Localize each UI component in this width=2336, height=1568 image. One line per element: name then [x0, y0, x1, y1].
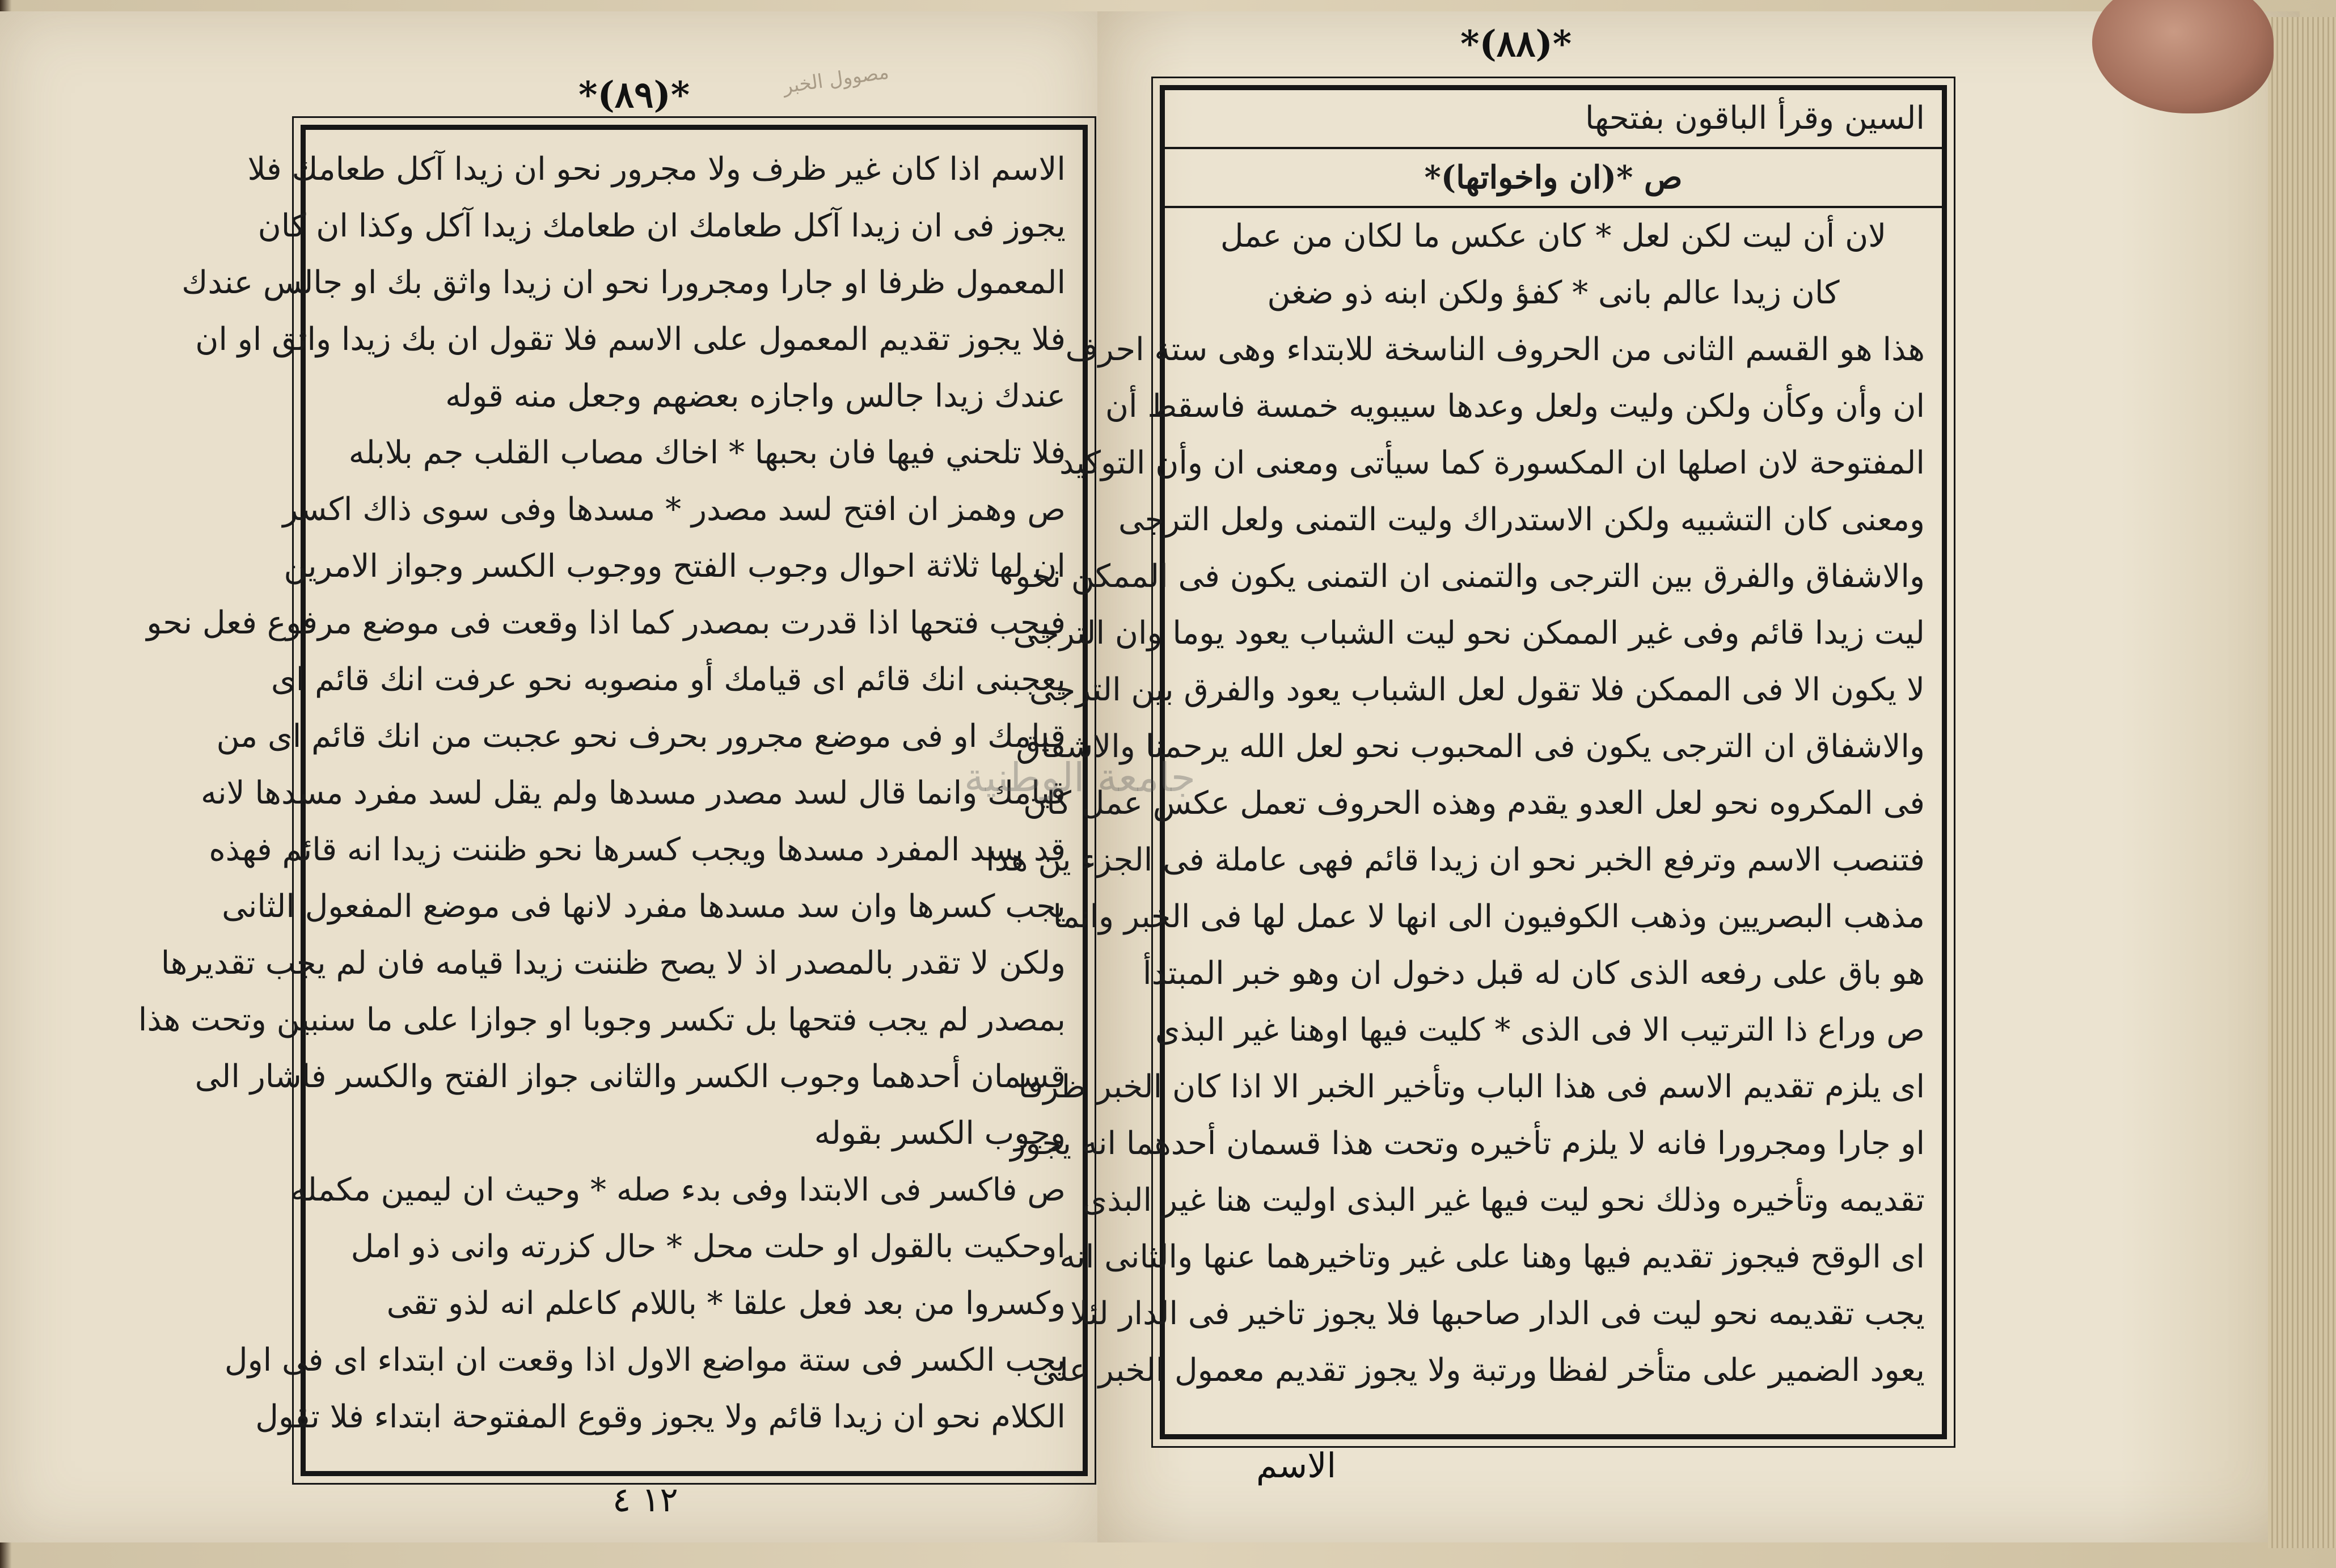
text-line: ليت زيدا قائم وفى غير الممكن نحو ليت الشباب يعود يوما وان الترجى — [1013, 615, 1925, 652]
text-line: المفتوحة لان اصلها ان المكسورة كما سيأتى ومعنى ان وأن التوكيد — [1059, 445, 1925, 481]
text-line: مذهب البصريين وذهب الكوفيون الى انها لا عمل لها فى الخبر وانما — [1053, 898, 1925, 935]
text-line: وكسروا من بعد فعل علقا * باللام كاعلم انه لذو تقى — [386, 1285, 1066, 1322]
text-line: فى المكروه نحو لعل العدو يقدم وهذه الحروف تعمل عكس عمل كان — [1023, 785, 1925, 822]
text-line: كان زيدا عالم بانى * كفؤ ولكن ابنه ذو ضغن — [1267, 274, 1840, 311]
text-line: الاسم اذا كان غير ظرف ولا مجرور نحو ان زيدا آكل طعامك فلا — [247, 151, 1066, 188]
text-line: اى يلزم تقديم الاسم فى هذا الباب وتأخير الخبر الا اذا كان الخبر ظرفا — [1018, 1068, 1925, 1105]
text-line: ولكن لا تقدر بالمصدر اذ لا يصح ظننت زيدا قيامه فان لم يجب تقديرها — [160, 945, 1066, 982]
text-line: ص وهمز ان افتح لسد مصدر * مسدها وفى سوى ذاك اكسر — [282, 491, 1066, 528]
left-page-number: *(٨٩)* — [578, 74, 690, 116]
text-line: لا يكون الا فى الممكن فلا تقول لعل الشباب يعود والفرق بين الترجى — [1029, 671, 1925, 708]
right-page-number: *(٨٨)* — [1460, 23, 1572, 65]
text-line: يجب كسرها وان سد مسدها مفرد لانها فى موضع المفعول الثانى — [222, 888, 1066, 925]
ownership-stamp: مصوول الخبر — [782, 61, 890, 98]
text-line: اوحكيت بالقول او حلت محل * حال كزرته وانى ذو امل — [350, 1228, 1066, 1265]
left-page — [0, 11, 1101, 1542]
text-line: هو باق على رفعه الذى كان له قبل دخول ان وهو خبر المبتدأ — [1142, 955, 1925, 992]
left-page-footer: ١٢ ٤ — [612, 1480, 678, 1520]
text-line: ان وأن وكأن ولكن وليت ولعل وعدها سيبويه خمسة فاسقط أن — [1105, 388, 1925, 425]
text-line: قسمان أحدهما وجوب الكسر والثانى جواز الفتح والكسر فاشار الى — [195, 1058, 1066, 1095]
text-line: بمصدر لم يجب فتحها بل تكسر وجوبا او جوازا على ما سنبين وتحت هذا — [138, 1001, 1066, 1038]
page-edges — [2268, 17, 2336, 1548]
text-line: فيجب فتحها اذا قدرت بمصدر كما اذا وقعت فى موضع مرفوع فعل نحو — [146, 605, 1066, 641]
text-line: فتنصب الاسم وترفع الخبر نحو ان زيدا قائم فهى عاملة فى الجزء ين هذا — [986, 842, 1925, 878]
section-title: ص *(ان واخواتها)* — [1165, 149, 1942, 208]
text-line: الكلام نحو ان زيدا قائم ولا يجوز وقوع المفتوحة ابتداء فلا تقول — [255, 1398, 1066, 1435]
text-line: ومعنى كان التشبيه ولكن الاستدراك وليت التمنى ولعل الترجى — [1118, 501, 1925, 538]
text-line: قيامك وانما قال لسد مصدر مسدها ولم يقل لسد مفرد مسدها لانه — [201, 775, 1066, 812]
text-line: لان أن ليت لكن لعل * كان عكس ما لكان من عمل — [1220, 218, 1887, 255]
text-line: فلا تلحني فيها فان بحبها * اخاك مصاب القلب جم بلابله — [348, 434, 1066, 471]
text-line: والاشفاق والفرق بين الترجى والتمنى ان التمنى يكون فى الممكن نحو — [1015, 558, 1925, 595]
text-line: عندك زيدا جالس واجازه بعضهم وجعل منه قوله — [445, 378, 1066, 415]
text-line: يجب تقديمه نحو ليت فى الدار صاحبها فلا يجوز تاخير فى الدار لئلا — [1070, 1295, 1925, 1332]
text-line: ص فاكسر فى الابتدا وفى بدء صله * وحيث ان ليمين مكمله — [290, 1172, 1066, 1208]
text-line: اى الوقح فيجوز تقديم فيها وهنا على غير وتاخيرهما عنها والثانى انه — [1059, 1239, 1925, 1275]
right-top-line: السين وقرأ الباقون بفتحها — [1165, 90, 1942, 149]
text-line: هذا هو القسم الثانى من الحروف الناسخة للابتداء وهى ستة احرف — [1065, 331, 1925, 368]
text-line: يعود الضمير على متأخر لفظا ورتبة ولا يجوز تقديم معمول الخبر على — [1032, 1352, 1925, 1389]
text-line: يجب الكسر فى ستة مواضع الاول اذا وقعت ان ابتداء اى فى اول — [224, 1342, 1066, 1379]
text-line: تقديمه وتأخيره وذلك نحو ليت فيها غير البذى اوليت هنا غير البذى — [1082, 1182, 1925, 1219]
text-line: قد يسد المفرد مسدها ويجب كسرها نحو ظننت زيدا انه قائم فهذه — [209, 831, 1066, 868]
watermark: جامعة الوطنية — [964, 754, 1196, 801]
text-line: قيامك او فى موضع مجرور بحرف نحو عجبت من انك قائم اى من — [216, 718, 1066, 755]
text-line: ص وراع ذا الترتيب الا فى الذى * كليت فيها اوهنا غير البذى — [1155, 1012, 1925, 1049]
text-line: او جارا ومجرورا فانه لا يلزم تأخيره وتحت هذا قسمان أحدهما انه يجوز — [1010, 1125, 1925, 1162]
text-line: فلا يجوز تقديم المعمول على الاسم فلا تقول ان بك زيدا واثق او ان — [195, 321, 1066, 358]
text-line: وجوب الكسر بقوله — [814, 1115, 1066, 1152]
right-page-footer: الاسم — [1256, 1446, 1337, 1486]
text-line: يجوز فى ان زيدا آكل طعامك ان طعامك زيدا آكل وكذا ان كان — [257, 208, 1066, 244]
text-line: يعجبنى انك قائم اى قيامك أو منصوبه نحو عرفت انك قائم اى — [271, 661, 1066, 698]
verse-block — [1165, 208, 1942, 322]
text-line: ان لها ثلاثة احوال وجوب الفتح ووجوب الكسر وجواز الامرين — [284, 548, 1066, 585]
text-line: والاشفاق ان الترجى يكون فى المحبوب نحو لعل الله يرحمنا والاشفاق — [1016, 728, 1925, 765]
text-line: المعمول ظرفا او جارا ومجرورا نحو ان زيدا واثق بك او جالس عندك — [181, 264, 1066, 301]
